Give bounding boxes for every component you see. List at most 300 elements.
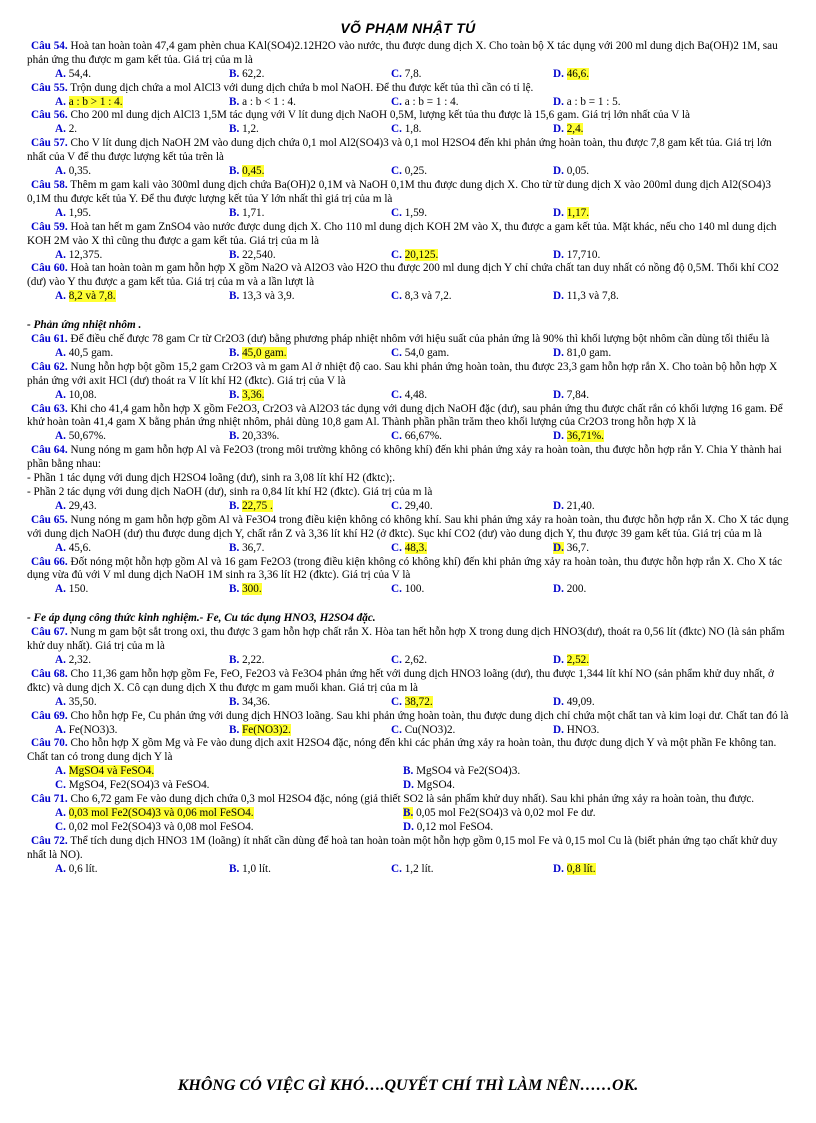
answer-options (27, 430, 789, 444)
answer-option (553, 249, 715, 263)
answer-option (391, 724, 553, 738)
option-text: 45,6. (68, 541, 92, 554)
option-text: a : b = 1 : 5. (566, 95, 621, 108)
highlighted-answer: 48,3. (404, 541, 428, 554)
answer-option (553, 207, 715, 221)
answer-option (27, 96, 229, 110)
option-letter: C. (391, 346, 402, 359)
highlighted-answer: 45,0 gam. (242, 346, 287, 359)
question-text: Hoà tan hoàn toàn 47,4 gam phèn chua KAl(SO4)2.12H2O vào nước, thu được dung dịch X. Cho toàn bộ X tác dụng với 200 ml dung dịch Ba(OH)2 1M, sau phản ứng thu được m gam kết tủa. Giá trị của m là (27, 39, 778, 66)
option-text: MgSO4 và Fe2(SO4)3. (416, 765, 521, 778)
question-group-2 (27, 333, 789, 597)
answer-option (391, 542, 553, 556)
answer-option (27, 807, 403, 821)
answer-option (27, 68, 229, 82)
question (27, 556, 789, 584)
question (27, 137, 789, 165)
answer-option (553, 430, 715, 444)
answer-option (553, 389, 715, 403)
answer-option (27, 123, 229, 137)
option-text: 0,12 mol FeSO4. (416, 820, 494, 833)
highlighted-answer: 0,03 mol Fe2(SO4)3 và 0,06 mol FeSO4. (68, 806, 254, 819)
answer-option (229, 389, 391, 403)
question-number: Câu 61. (31, 333, 68, 346)
question (27, 710, 789, 724)
option-letter: D. (553, 290, 564, 303)
option-letter: D. (553, 541, 564, 554)
answer-options (27, 68, 789, 82)
question-text: Cho 6,72 gam Fe vào dung dịch chứa 0,3 mol H2SO4 đặc, nóng (giả thiết SO2 là sản phẩm khử duy nhất). Sau khi phản ứng xảy ra hoàn toàn, thu được. (70, 793, 755, 806)
answer-option (391, 430, 553, 444)
highlighted-answer: 300. (242, 583, 262, 596)
answer-option (229, 654, 391, 668)
option-letter: C. (391, 583, 402, 596)
question-number: Câu 54. (31, 39, 68, 52)
answer-options (27, 654, 789, 668)
option-letter: D. (553, 430, 564, 443)
answer-option (229, 96, 391, 110)
question-number: Câu 63. (31, 402, 68, 415)
option-letter: C. (391, 95, 402, 108)
answer-option (391, 249, 553, 263)
answer-option (27, 654, 229, 668)
answer-option (391, 165, 553, 179)
answer-options (27, 696, 789, 710)
option-letter: D. (553, 67, 564, 80)
option-text: 10,08. (68, 388, 97, 401)
answer-option (553, 165, 715, 179)
option-letter: C. (391, 123, 402, 136)
option-text: 36,7. (242, 541, 265, 554)
worksheet-page (27, 22, 789, 876)
answer-option (553, 500, 715, 514)
highlighted-answer: 2,4. (566, 123, 584, 136)
answer-options (27, 123, 789, 137)
option-text: 54,4. (68, 67, 92, 80)
question-text: Thể tích dung dịch HNO3 1M (loãng) ít nhất cần dùng để hoà tan hoàn toàn một hỗn hợp gồm 0,15 mol Fe và 0,15 mol Cu là (biết phản ứng tạo chất khử duy nhất là NO). (27, 834, 778, 861)
question (27, 737, 789, 765)
option-letter: A. (55, 806, 66, 819)
option-letter: A. (55, 765, 66, 778)
answer-options (27, 724, 789, 738)
answer-option (229, 583, 391, 597)
question-text: Nung nóng m gam hỗn hợp gồm Al và Fe3O4 trong điều kiện không có không khí. Sau khi phản ứng xảy ra hoàn toàn, thu được hỗn hợp rắn X. Cho X tác dụng với dung dịch NaOH (dư) thu được dung dịch Y, chất rắn Z và 3,36 lít khí H2 (ở đktc). Sục khí CO2 (dư) vào dung dịch Y, thu được 39 gam kết tủa. Giá trị của m là (27, 513, 789, 540)
answer-option (229, 500, 391, 514)
question (27, 835, 789, 863)
option-text: 66,67%. (404, 430, 442, 443)
option-text: Cu(NO3)2. (404, 723, 456, 736)
question (27, 40, 789, 68)
option-text: 7,8. (404, 67, 422, 80)
question-number: Câu 58. (31, 178, 68, 191)
answer-option (229, 724, 391, 738)
option-text: 0,05 mol Fe2(SO4)3 và 0,02 mol Fe dư. (416, 806, 596, 819)
answer-option (27, 389, 229, 403)
answer-options (27, 542, 789, 556)
option-text: 1,95. (68, 206, 92, 219)
answer-option (403, 765, 738, 779)
answer-option (553, 347, 715, 361)
question-text: Nung hỗn hợp bột gồm 15,2 gam Cr2O3 và m gam Al ở nhiệt độ cao. Sau khi phản ứng hoàn toàn, thu được 23,3 gam hỗn hợp rắn X. Cho toàn bộ hỗn hợp X phản ứng với axit HCl (dư) thoát ra V lít khí H2 (đktc). Giá trị của V là (27, 360, 778, 387)
answer-option (27, 779, 403, 793)
option-letter: B. (229, 165, 240, 178)
question (27, 333, 789, 347)
answer-option (391, 123, 553, 137)
option-letter: D. (553, 165, 564, 178)
option-letter: B. (403, 806, 414, 819)
answer-option (553, 542, 715, 556)
option-text: 8,3 và 7,2. (404, 290, 452, 303)
question-text: Hoà tan hoàn toàn m gam hỗn hợp X gồm Na2O và Al2O3 vào H2O thu được 200 ml dung dịch Y chỉ chứa chất tan duy nhất có nồng độ 0,5M. Thổi khí CO2 (dư) vào Y thu được a gam kết tủa. Giá trị của m và a lần lượt là (27, 262, 779, 289)
option-letter: D. (553, 388, 564, 401)
highlighted-answer: 0,8 lít. (566, 862, 596, 875)
option-text: 11,3 và 7,8. (566, 290, 619, 303)
option-text: 40,5 gam. (68, 346, 114, 359)
answer-option (229, 863, 391, 877)
answer-option (27, 249, 229, 263)
question-number: Câu 66. (31, 555, 68, 568)
question (27, 668, 789, 696)
highlighted-answer: Fe(NO3)2. (242, 723, 291, 736)
option-letter: B. (229, 583, 240, 596)
question-number: Câu 65. (31, 513, 68, 526)
answer-option (403, 779, 738, 793)
question-text: Cho hỗn hợp Fe, Cu phản ứng với dung dịch HNO3 loãng. Sau khi phản ứng hoàn toàn, thu được dung dịch chỉ chứa một chất tan và kim loại dư. Chất tan đó là (70, 709, 789, 722)
option-letter: D. (553, 653, 564, 666)
option-letter: B. (229, 206, 240, 219)
answer-option (27, 430, 229, 444)
answer-option (553, 863, 715, 877)
answer-options (27, 290, 789, 304)
question-text: Thêm m gam kali vào 300ml dung dịch chứa Ba(OH)2 0,1M và NaOH 0,1M thu được dung dịch X. Cho từ từ dung dịch X vào 200ml dung dịch Al2(SO4)3 0,1M thu được kết tủa Y. Để thu được lượng kết tủa Y lớn nhất thì giá trị của m là (27, 178, 772, 205)
answer-option (27, 696, 229, 710)
option-letter: C. (391, 290, 402, 303)
option-letter: C. (391, 862, 402, 875)
option-text: 29,43. (68, 499, 97, 512)
option-letter: C. (391, 430, 402, 443)
highlighted-answer: 36,71%. (566, 430, 604, 443)
highlighted-answer: 38,72. (404, 695, 433, 708)
option-letter: C. (391, 388, 402, 401)
question-number: Câu 55. (31, 81, 68, 94)
option-letter: D. (553, 95, 564, 108)
option-text: 7,84. (566, 388, 590, 401)
option-letter: D. (553, 346, 564, 359)
answer-option (27, 821, 403, 835)
option-letter: A. (55, 862, 66, 875)
option-text: 1,59. (404, 206, 428, 219)
answer-option (403, 807, 738, 821)
question (27, 82, 789, 96)
option-text: 13,3 và 3,9. (242, 290, 295, 303)
answer-option (27, 207, 229, 221)
option-letter: A. (55, 653, 66, 666)
option-letter: A. (55, 583, 66, 596)
option-letter: D. (403, 779, 414, 792)
question-text: Cho 11,36 gam hỗn hợp gồm Fe, FeO, Fe2O3 và Fe3O4 phản ứng hết với dung dịch HNO3 loãng (dư), thu được 1,344 lít khí NO (sản phẩm khử duy nhất, ở đktc) và dung dịch X. Cô cạn dung dịch X thu được m gam muối khan. Giá trị của m là (27, 667, 774, 694)
option-letter: C. (55, 779, 66, 792)
question-number: Câu 64. (31, 444, 68, 457)
option-letter: C. (391, 723, 402, 736)
question (27, 262, 789, 290)
question (27, 179, 789, 207)
answer-option (553, 68, 715, 82)
option-letter: A. (55, 95, 66, 108)
footer-motto: KHÔNG CÓ VIỆC GÌ KHÓ….QUYẾT CHÍ THÌ LÀM NÊN……OK. (177, 1077, 639, 1094)
answer-option (27, 863, 229, 877)
option-letter: B. (229, 248, 240, 261)
answer-option (27, 583, 229, 597)
question-number: Câu 71. (31, 793, 68, 806)
question (27, 626, 789, 654)
option-letter: D. (553, 123, 564, 136)
option-letter: B. (229, 388, 240, 401)
option-text: 2,32. (68, 653, 92, 666)
answer-option (27, 347, 229, 361)
option-text: 81,0 gam. (566, 346, 612, 359)
answer-option (27, 165, 229, 179)
answer-options (27, 807, 789, 821)
question-number: Câu 59. (31, 220, 68, 233)
option-text: 54,0 gam. (404, 346, 450, 359)
section-heading-iron: - Fe áp dụng công thức kinh nghiệm.- Fe, Cu tác dụng HNO3, H2SO4 đặc. (27, 612, 376, 625)
option-letter: B. (229, 499, 240, 512)
option-text: 21,40. (566, 499, 595, 512)
page-title: VÕ PHẠM NHẬT TÚ (340, 20, 476, 36)
answer-option (391, 696, 553, 710)
option-text: 1,71. (242, 206, 265, 219)
option-letter: D. (553, 695, 564, 708)
option-text: 0,6 lít. (68, 862, 98, 875)
option-text: 2. (68, 123, 78, 136)
option-text: 12,375. (68, 248, 103, 261)
answer-option (553, 696, 715, 710)
option-letter: B. (229, 346, 240, 359)
option-text: 150. (68, 583, 89, 596)
answer-option (391, 863, 553, 877)
answer-options (27, 347, 789, 361)
option-letter: A. (55, 388, 66, 401)
option-letter: A. (55, 695, 66, 708)
highlighted-answer: MgSO4 và FeSO4. (68, 765, 155, 778)
question-number: Câu 57. (31, 137, 68, 150)
answer-option (553, 583, 715, 597)
question (27, 109, 789, 123)
question (27, 361, 789, 389)
option-letter: B. (229, 723, 240, 736)
option-letter: B. (229, 653, 240, 666)
option-text: 22,540. (242, 248, 276, 261)
answer-options (27, 863, 789, 877)
option-letter: D. (553, 248, 564, 261)
option-text: 2,62. (404, 653, 428, 666)
question (27, 403, 789, 431)
option-letter: B. (229, 862, 240, 875)
answer-option (391, 389, 553, 403)
answer-options (27, 207, 789, 221)
option-text: 29,40. (404, 499, 433, 512)
answer-options (27, 165, 789, 179)
option-letter: D. (553, 862, 564, 875)
option-letter: A. (55, 430, 66, 443)
option-letter: C. (391, 165, 402, 178)
answer-option (229, 542, 391, 556)
question-number: Câu 72. (31, 834, 68, 847)
option-text: 1,0 lít. (242, 862, 271, 875)
option-letter: C. (391, 499, 402, 512)
answer-options (27, 389, 789, 403)
answer-option (27, 290, 229, 304)
answer-options (27, 765, 789, 779)
question-text: Đốt nóng một hỗn hợp gồm Al và 16 gam Fe2O3 (trong điều kiện không có không khí) đến khi phản ứng xảy ra hoàn toàn, thu được hỗn hợp rắn X. Cho X tác dụng vừa đủ với V ml dung dịch NaOH 1M sinh ra 3,36 lít H2 (đktc). Giá trị của V là (27, 555, 783, 582)
option-letter: A. (55, 723, 66, 736)
option-text: 0,25. (404, 165, 428, 178)
answer-option (229, 207, 391, 221)
highlighted-answer: 1,17. (566, 206, 590, 219)
option-letter: C. (55, 820, 66, 833)
option-text: 62,2. (242, 67, 265, 80)
answer-option (553, 96, 715, 110)
option-letter: B. (229, 67, 240, 80)
answer-option (391, 654, 553, 668)
answer-option (391, 290, 553, 304)
answer-option (391, 583, 553, 597)
question-text: Cho hỗn hợp X gồm Mg và Fe vào dung dịch axit H2SO4 đặc, nóng đến khi các phản ứng xảy ra hoàn toàn, thu được dung dịch Y và một phần Fe không tan. Chất tan có trong dung dịch Y là (27, 737, 777, 764)
answer-option (229, 290, 391, 304)
question-subpart: - Phần 1 tác dụng với dung dịch H2SO4 loãng (dư), sinh ra 3,08 lít khí H2 (đktc);. (27, 472, 396, 485)
option-letter: A. (55, 499, 66, 512)
option-letter: A. (55, 165, 66, 178)
answer-option (27, 765, 403, 779)
option-letter: A. (55, 206, 66, 219)
highlighted-answer: 0,45. (242, 165, 265, 178)
answer-option (229, 249, 391, 263)
option-text: 200. (566, 583, 587, 596)
question-text: Hoà tan hết m gam ZnSO4 vào nước được dung dịch X. Cho 110 ml dung dịch KOH 2M vào X, thu được a gam kết tủa. Mặt khác, nếu cho 140 ml dung dịch KOH 2M vào X thì cũng thu được a gam kết tủa. Giá trị của m là (27, 220, 777, 247)
answer-option (391, 68, 553, 82)
question (27, 514, 789, 542)
option-text: 100. (404, 583, 425, 596)
option-text: 35,50. (68, 695, 97, 708)
option-letter: B. (229, 290, 240, 303)
answer-options (27, 779, 789, 793)
option-text: 0,02 mol Fe2(SO4)3 và 0,08 mol FeSO4. (68, 820, 254, 833)
option-letter: D. (403, 820, 414, 833)
option-letter: A. (55, 123, 66, 136)
answer-option (391, 96, 553, 110)
option-text: 2,22. (242, 653, 265, 666)
section-heading-aluminothermy: - Phản ứng nhiệt nhôm . (27, 319, 142, 332)
option-letter: A. (55, 248, 66, 261)
option-text: 4,48. (404, 388, 428, 401)
answer-option (229, 696, 391, 710)
answer-options (27, 583, 789, 597)
option-letter: A. (55, 541, 66, 554)
question-number: Câu 69. (31, 709, 68, 722)
answer-option (553, 654, 715, 668)
highlighted-answer: 3,36. (242, 388, 265, 401)
question-subpart: - Phần 2 tác dụng với dung dịch NaOH (dư), sinh ra 0,84 lít khí H2 (đktc). Giá trị của m là (27, 486, 433, 498)
option-letter: B. (229, 430, 240, 443)
highlighted-answer: 2,52. (566, 653, 590, 666)
option-text: MgSO4, Fe2(SO4)3 và FeSO4. (68, 779, 210, 792)
option-text: 49,09. (566, 695, 595, 708)
option-text: 34,36. (242, 695, 271, 708)
question-number: Câu 67. (31, 626, 68, 639)
option-letter: B. (229, 695, 240, 708)
question-text: Để điều chế được 78 gam Cr từ Cr2O3 (dư) bằng phương pháp nhiệt nhôm với hiệu suất của phản ứng là 90% thì khối lượng bột nhôm cần dùng tối thiểu là (70, 333, 770, 346)
question-text: Cho V lít dung dịch NaOH 2M vào dung dịch chứa 0,1 mol Al2(SO4)3 và 0,1 mol H2SO4 đến khi phản ứng hoàn toàn, thu được 7,8 gam kết tủa. Giá trị lớn nhất của V để thu được lượng kết tủa trên là (27, 137, 772, 164)
option-letter: A. (55, 67, 66, 80)
option-letter: B. (229, 123, 240, 136)
answer-option (391, 347, 553, 361)
option-letter: C. (391, 67, 402, 80)
option-text: 1,8. (404, 123, 422, 136)
answer-option (27, 500, 229, 514)
option-text: 36,7. (566, 541, 590, 554)
question-text: Cho 200 ml dung dịch AlCl3 1,5M tác dụng với V lít dung dịch NaOH 0,5M, lượng kết tủa thu được là 15,6 gam. Giá trị lớn nhất của V là (70, 109, 690, 122)
answer-option (403, 821, 738, 835)
question (27, 793, 789, 807)
question-text: Khi cho 41,4 gam hỗn hợp X gồm Fe2O3, Cr2O3 và Al2O3 tác dụng với dung dịch NaOH đặc (dư), sau phản ứng thu được chất rắn có khối lượng 16 gam. Để khử hoàn toàn 41,4 gam X bằng phản ứng nhiệt nhôm, phải dùng 10,8 gam Al. Thành phần phần trăm theo khối lượng của Cr2O3 trong hỗn hợp X là (27, 402, 783, 429)
answer-option (229, 68, 391, 82)
question (27, 221, 789, 249)
option-text: 17,710. (566, 248, 601, 261)
option-text: 0,35. (68, 165, 92, 178)
answer-option (391, 500, 553, 514)
option-text: HNO3. (566, 723, 600, 736)
option-letter: B. (229, 541, 240, 554)
answer-options (27, 500, 789, 514)
question-text: Nung m gam bột sắt trong oxi, thu được 3 gam hỗn hợp chất rắn X. Hòa tan hết hỗn hợp X trong dung dịch HNO3(dư), thoát ra 0,56 lít (đktc) NO (là sản phẩm khử duy nhất). Giá trị của m là (27, 626, 785, 653)
option-letter: C. (391, 695, 402, 708)
option-text: 0,05. (566, 165, 590, 178)
option-text: Fe(NO3)3. (68, 723, 118, 736)
answer-option (553, 724, 715, 738)
answer-option (229, 430, 391, 444)
answer-option (27, 542, 229, 556)
option-letter: C. (391, 248, 402, 261)
answer-option (27, 724, 229, 738)
answer-options (27, 821, 789, 835)
answer-option (229, 165, 391, 179)
option-letter: D. (553, 206, 564, 219)
option-text: 1,2. (242, 123, 259, 136)
answer-options (27, 96, 789, 110)
option-text: a : b = 1 : 4. (404, 95, 459, 108)
question-group-3 (27, 626, 789, 876)
option-letter: C. (391, 541, 402, 554)
option-letter: D. (553, 723, 564, 736)
highlighted-answer: 8,2 và 7,8. (68, 290, 116, 303)
highlighted-answer: 46,6. (566, 67, 590, 80)
option-text: 1,2 lít. (404, 862, 434, 875)
highlighted-answer: 20,125. (404, 248, 439, 261)
answer-option (553, 123, 715, 137)
option-letter: A. (55, 290, 66, 303)
option-letter: D. (553, 499, 564, 512)
answer-option (391, 207, 553, 221)
option-letter: D. (553, 583, 564, 596)
option-letter: C. (391, 653, 402, 666)
question-number: Câu 68. (31, 667, 68, 680)
option-letter: A. (55, 346, 66, 359)
question (27, 444, 789, 472)
question-group-1 (27, 40, 789, 304)
answer-option (553, 290, 715, 304)
option-text: MgSO4. (416, 779, 455, 792)
question-number: Câu 62. (31, 360, 68, 373)
